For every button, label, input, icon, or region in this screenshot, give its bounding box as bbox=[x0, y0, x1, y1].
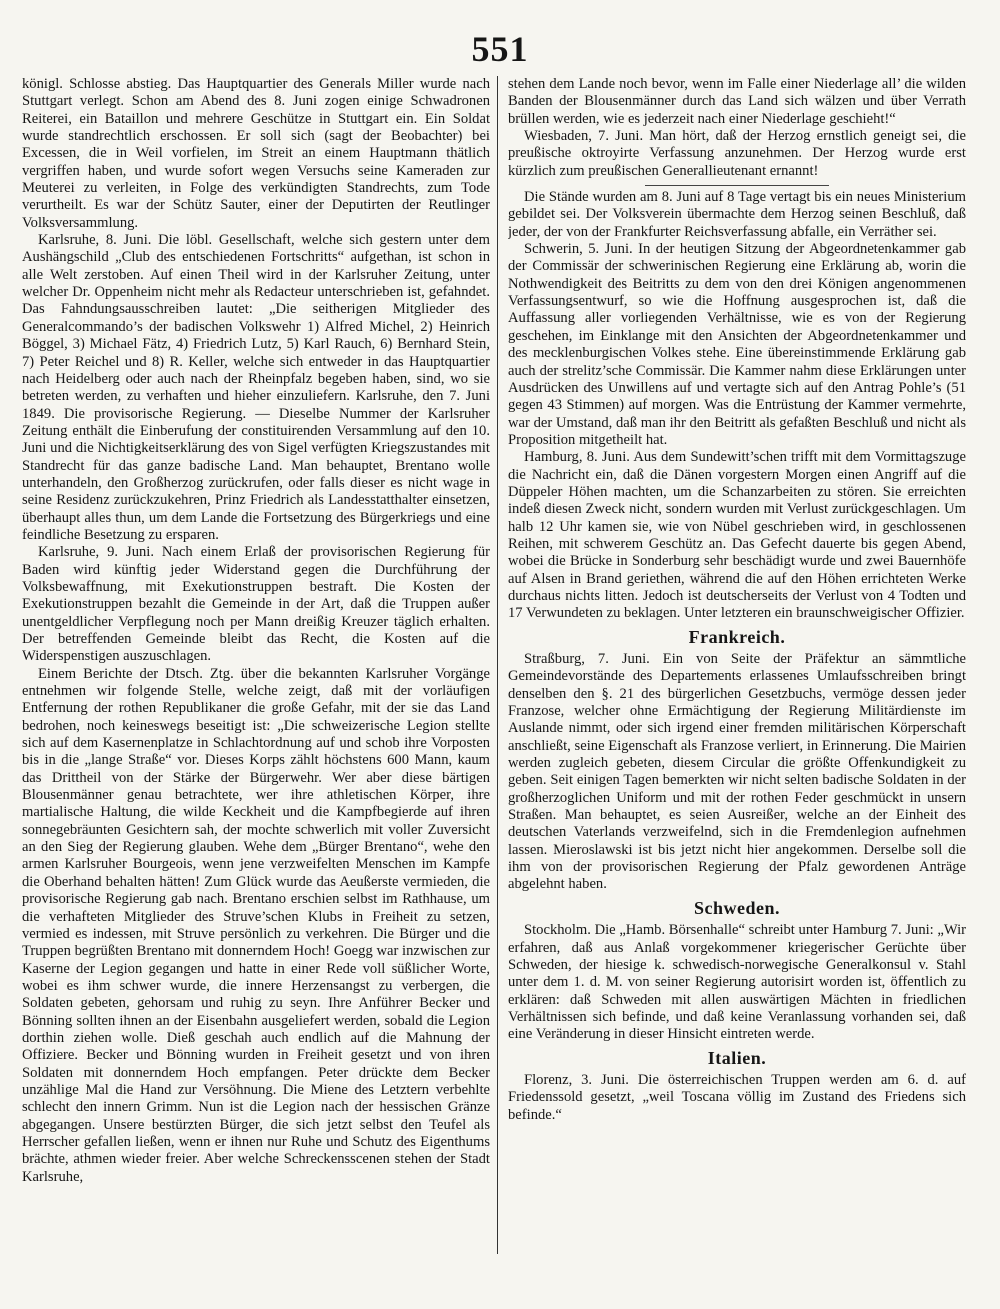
article-paragraph: Wiesbaden, 7. Juni. Man hört, daß der Herzog ernstlich geneigt sei, die preußische oktroyirte Verfassung anzunehmen. Der Herzog wurde erst kürzlich zum preußischen Generallieutenant ernannt! bbox=[508, 128, 966, 179]
article-paragraph: königl. Schlosse abstieg. Das Hauptquartier des Generals Miller wurde nach Stuttgart verlegt. Schon am Abend des 8. Juni zogen einige Schwadronen Reiterei, ein Bataillon und mehrere Geschütze in Stuttgart ein. Ein Soldat wurde standrechtlich erschossen. Er soll sich (sagt der Beobachter) bei Excessen, die in Weil vorfielen, im Streit an einem Hauptmann thätlich vergriffen haben, und wurde sofort wegen Versuchs seine Kameraden zur Meuterei zu verleiten, in Folge des verkündigten Standrechts, zum Tode verurtheilt. Es war der Schütz Sauter, einer der Deputirten der Reutlinger Volksversammlung. bbox=[22, 76, 490, 231]
article-paragraph: Florenz, 3. Juni. Die österreichischen Truppen werden am 6. d. auf Friedenssold gesetzt, „weil Toscana völlig im Zustand des Friedens sich befinde.“ bbox=[508, 1071, 966, 1123]
article-paragraph: stehen dem Lande noch bevor, wenn im Falle einer Niederlage all’ die wilden Banden der Blousenmänner durch das Land sich wälzen und über Verrath brüllen werden, wie es jederzeit nach einer Niederlage geschieht!“ bbox=[508, 76, 966, 127]
article-paragraph: Karlsruhe, 9. Juni. Nach einem Erlaß der provisorischen Regierung für Baden wird künftig jeder Widerstand gegen die Durchführung der Volksbewaffnung, mit Exekutionstruppen bestraft. Die Kosten der Exekutionstruppen bezahlt die Gemeinde in der Art, daß die Truppen außer unentgeldlicher Verpflegung noch per Mann dreißig Kreuzer täglich erhalten. Der betreffenden Gemeinde bleibt das Recht, die Kosten auf die Widerspenstigen auszuschlagen. bbox=[22, 544, 490, 665]
article-paragraph: Die Stände wurden am 8. Juni auf 8 Tage vertagt bis ein neues Ministerium gebildet sei. Der Volksverein übermachte dem Herzog seinen Beschluß, daß jeder, der von der Frankfurter Reichsverfassung abfalle, ein Verräther sei. bbox=[508, 189, 966, 240]
article-paragraph: Stockholm. Die „Hamb. Börsenhalle“ schreibt unter Hamburg 7. Juni: „Wir erfahren, daß aus Anlaß vorgekommener kriegerischer Gerüchte über Schweden, der hiesige k. schwedisch-norwegische Generalkonsul v. Stahl unter dem 1. d. M. von seiner Regierung autorisirt worden ist, öffentlich zu erklären: daß Schweden mit allen auswärtigen Mächten in friedlichen Verhältnissen sich befinde, und daß keine Veranlassung vorhanden sei, daß eine Veränderung in dieser Hinsicht eintreten werde. bbox=[508, 922, 966, 1043]
section-heading: Italien. bbox=[707, 1047, 767, 1068]
article-paragraph: Schwerin, 5. Juni. In der heutigen Sitzung der Abgeordnetenkammer gab der Commissär der schwerinischen Regierung eine Erklärung ab, worin die Nothwendigkeit des Beitritts zu dem von den drei Königen angenommenen Verfassungsentwurf, so wie die Hoffnung ausgesprochen ist, daß die Auffassung aller vorliegenden Verhältnisse, wie es von der Regierung geschehen, im Einklange mit den Ansichten der Abgeordnetenkammer und des mecklenburgischen Volkes stehe. Eine übereinstimmende Erklärung gab auch der strelitz’sche Commissär. Die Kammer nahm diese Erklärungen unter Ausdrücken des Unwillens auf und vertagte sich auf den Antrag Pohle’s (51 gegen 43 Stimmen) auf morgen. Was die Entrüstung der Kammer vermehrte, war der Umstand, daß man ihr den Beitritt als gefaßten Beschluß und nicht als Proposition mitgetheilt hat. bbox=[508, 241, 966, 448]
article-paragraph: Einem Berichte der Dtsch. Ztg. über die bekannten Karlsruher Vorgänge entnehmen wir folgende Stelle, welche zeigt, daß mit der vorläufigen Entfernung der rothen Republikaner die große Gefahr, mit der sie das Land bedrohen, noch keineswegs beseitigt ist: „Die schweizerische Legion stellte sich auf dem Kasernenplatze in Schlachtordnung auf und schob ihre Vorposten bis in die „lange Straße“ vor. Dieses Korps zählt höchstens 600 Mann, kaum das Drittheil von der Stärke der Bürgerwehr. Wer aber diese bärtigen Blousenmänner genau betrachtete, wer ihre athletischen Körper, ihre martialische Haltung, die wilde Keckheit und die Kampfbegierde auf ihren sonnegebräunten Gesichtern sah, der mochte schwerlich mit voller Zuversicht an den Sieg der Regierung glauben. Wehe dem „Bürger Brentano“, wehe den armen Karlsruher Bourgeois, wenn jene verzweifelten Menschen im Kampfe die Oberhand behalten hätten! Zum Glück wurde das Aeußerste vermieden, die provisorische Regierung gab nach. Brentano erschien selbst im Rathhause, um die verhafteten Mitglieder des Struve’schen Klubs in Freiheit zu setzen, vermied es indessen, mit Struve persönlich zu verkehren. Die Bürger und die Truppen begrüßten Brentano mit donnerndem Hoch! Goegg war inzwischen zur Kaserne der Legion gegangen und hatte in einer Rede voll süßlicher Worte, wobei es ihm schwer wurde, die innere Herzensangst zu verbergen, die Soldaten gebeten, gehorsam und ruhig zu seyn. Ihre Anführer Becker und Bönning sollten ihnen an der Eisenbahn ausgeliefert werden, sobald die Legion dorthin ziehen wolle. Dieß geschah auch endlich auf die Mahnung der Offiziere. Becker und Bönning wurden in Freiheit gesetzt und von ihren Soldaten mit donnerndem Hoch empfangen. Peter drückte dem Becker unzählige Mal die Hand zur Versöhnung. Die Miene des Letztern verbehlte schlecht den innern Grimm. Nun ist die Legion nach der hessischen Gränze abgegangen. Unsere bestürzten Bürger, die sich jetzt selbst den Teufel als Herrscher gefallen ließen, wenn er ihnen nur Ruhe und Schutz des Eigenthums brächte, athmen wieder freier. Aber welche Schreckensscenen stehen der Stadt Karlsruhe, bbox=[22, 665, 490, 1185]
section-heading: Frankreich. bbox=[688, 626, 786, 647]
right-column bbox=[508, 76, 966, 1298]
section-heading: Schweden. bbox=[693, 897, 780, 918]
article-paragraph: Straßburg, 7. Juni. Ein von Seite der Präfektur an sämmtliche Gemeindevorstände des Departements erlassenes Umlaufsschreiben bringt denselben den §. 21 des bürgerlichen Gesetzbuchs, vermöge dessen jeder Franzose, welcher ohne Ermächtigung der Regierung Militärdienste im Auslande nimmt, oder sich irgend einer fremden militärischen Körperschaft anschließt, seine Eigenschaft als Franzose verliert, in Erinnerung. Die Mairien werden zugleich gebeten, diesem Circular die größte Offenkundigkeit zu geben. Seit einigen Tagen bemerkten wir nicht selten badische Soldaten in der großherzoglichen Uniform und mit der rothen Feder geschmückt in unsern Straßen. Man behauptet, es seien Ausreißer, welche an der Einheit des deutschen Vaterlands verzweifelnd, sich in die Fremdenlegion aufnehmen lassen. Mieroslawski ist bis jetzt nicht hier angekommen. Derselbe soll die ihm von der provisorischen Regierung der Pfalz gewordenen Anträge abgelehnt haben. bbox=[508, 651, 966, 893]
separator-rule bbox=[645, 185, 828, 186]
article-paragraph: Hamburg, 8. Juni. Aus dem Sundewitt’schen trifft mit dem Vormittagszuge die Nachricht ein, daß die Dänen vorgestern Morgen einen Angriff auf die Düppeler Höhen machten, um die Schanzarbeiten zu stören. Sie erreichten indeß diesen Zweck nicht, sondern wurden mit Verlust zurückgeschlagen. Um halb 12 Uhr kamen sie, wie von Nübel geschrieben wird, in geschlossenen Reihen, mit schwerem Geschütz an. Das Gefecht dauerte bis gegen Abend, wobei die Brücke in Sonderburg sehr beschädigt wurde und zwei Bauernhöfe auf Alsen in Brand geriethen, während die auf den Höhen errichteten Werke durchaus nichts litten. Jedoch ist deutscherseits der Verlust von 4 Todten und 17 Verwundeten zu beklagen. Unter letzteren ein braunschweigischer Offizier. bbox=[508, 449, 966, 622]
page-number: 551 bbox=[471, 29, 529, 69]
column-divider bbox=[497, 76, 498, 1254]
article-paragraph: Karlsruhe, 8. Juni. Die löbl. Gesellschaft, welche sich gestern unter dem Aushängschild „Club des entschiedenen Fortschritts“ aufgethan, ist schon in alle Welt zerstoben. Auf einen Theil wird in der Karlsruher Zeitung, unter welcher Dr. Oppenheim nicht mehr als Redacteur unterschrieben ist, gefahndet. Das Fahndungsausschreiben lautet: „Die seitherigen Mitglieder des Generalcommando’s der badischen Volkswehr 1) Alfred Michel, 2) Heinrich Böggel, 3) Michael Fätz, 4) Friedrich Lutz, 5) Karl Rauch, 6) Bernhard Stein, 7) Peter Reichel und 8) R. Keller, welche sich entweder in das Hauptquartier nach Heidelberg oder auch nach der Rheinpfalz begeben haben, sind, wo sie betreten werden, zu verhaften und hieher einzuliefern. Karlsruhe, den 7. Juni 1849. Die provisorische Regierung. — Dieselbe Nummer der Karlsruher Zeitung enthält die Einberufung der constituirenden Versammlung auf den 10. Juni und die Nichtigkeitserklärung des von Sigel verfügten Kriegszustandes mit Standrecht für das ganze badische Land. Man behauptet, Brentano wolle unterhandeln, den Großherzog zurückrufen, oder falls dieser es nicht wage in seine Residenz zurückzukehren, Prinz Friedrich als Landesstatthalter einsetzen, überhaupt alles thun, um dem Lande die Fortsetzung des Bürgerkriegs und eine feindliche Besetzung zu ersparen. bbox=[22, 232, 490, 543]
left-column bbox=[22, 76, 490, 1298]
